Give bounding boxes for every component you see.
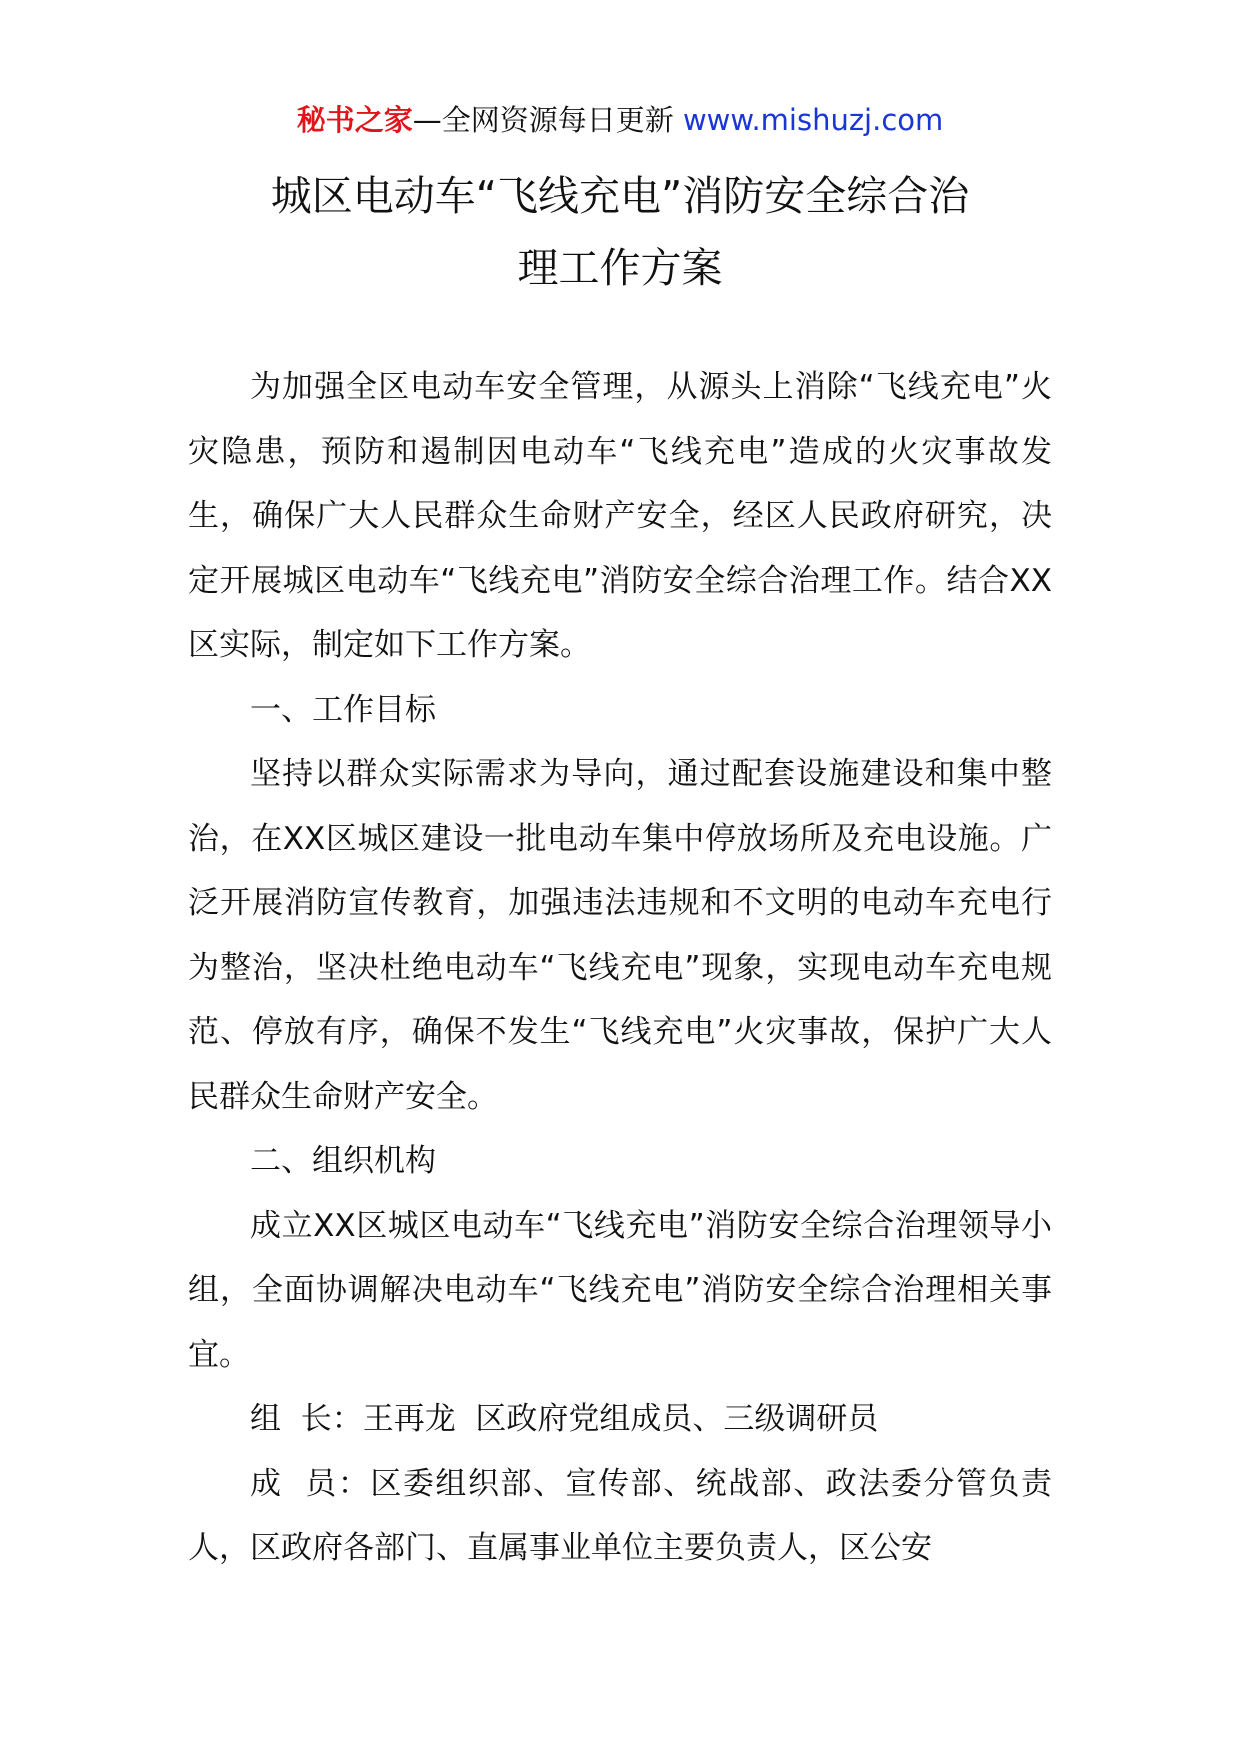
document-body (188, 355, 1052, 1581)
document-title (180, 160, 1060, 304)
site-url-link[interactable]: www.mishuzj.com (682, 103, 944, 137)
title-line-1: 城区电动车“飞线充电”消防安全综合治 (270, 172, 970, 220)
paragraph-organization: 成立XX区城区电动车“飞线充电”消防安全综合治理领导小组，全面协调解决电动车“飞线充电”消防安全综合治理相关事宜。 (188, 1207, 1052, 1373)
site-header (0, 100, 1240, 140)
paragraph-leader: 组 长：王再龙 区政府党组成员、三级调研员 (250, 1401, 879, 1437)
header-tagline: —全网资源每日更新 (412, 103, 674, 137)
paragraph-members: 成 员：区委组织部、宣传部、统战部、政法委分管负责人，区政府各部门、直属事业单位主要负责人，区公安 (188, 1465, 1052, 1566)
paragraph-goals: 坚持以群众实际需求为导向，通过配套设施建设和集中整治，在XX区城区建设一批电动车集中停放场所及充电设施。广泛开展消防宣传教育，加强违法违规和不文明的电动车充电行为整治，坚决杜绝电动车“飞线充电”现象，实现电动车充电规范、停放有序，确保不发生“飞线充电”火灾事故，保护广大人民群众生命财产安全。 (188, 756, 1052, 1115)
section-heading-organization: 二、组织机构 (250, 1143, 436, 1179)
section-heading-goals: 一、工作目标 (250, 691, 436, 728)
brand-name: 秘书之家 (296, 103, 413, 137)
title-line-2: 理工作方案 (517, 244, 723, 292)
paragraph-intro: 为加强全区电动车安全管理，从源头上消除“飞线充电”火灾隐患，预防和遏制因电动车“飞线充电”造成的火灾事故发生，确保广大人民群众生命财产安全，经区人民政府研究，决定开展城区电动车“飞线充电”消防安全综合治理工作。结合XX区实际，制定如下工作方案。 (188, 369, 1052, 663)
